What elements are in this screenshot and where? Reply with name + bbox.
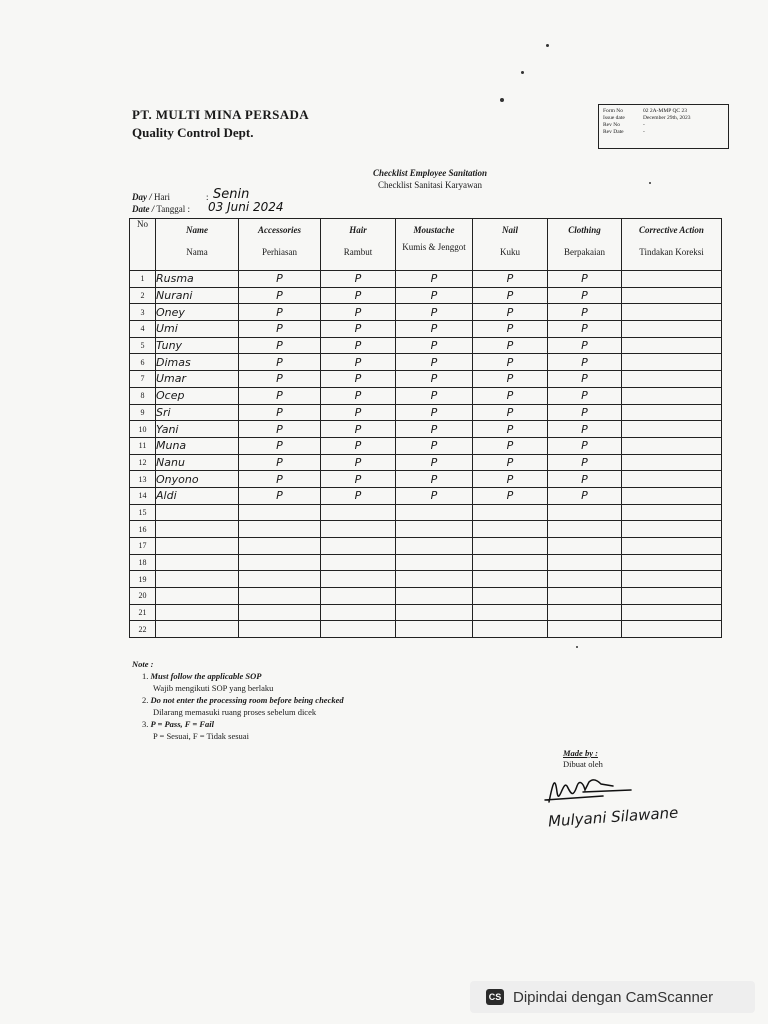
clothing-check-cell [548,504,622,521]
hair-check-cell [321,604,396,621]
company-name: PT. MULTI MINA PERSADA [132,107,310,122]
column-header-en: Nail [501,225,518,235]
nail-check-cell [473,521,548,538]
moustache-check-cell: P [396,271,473,288]
note-item [132,670,344,694]
row-number-cell: 8 [130,387,156,404]
employee-name-cell: Umi [156,321,239,338]
nail-check-cell: P [473,304,548,321]
column-header-en: Moustache [413,225,455,235]
corrective-action-cell [622,521,722,538]
table-row [130,404,722,421]
hair-check-cell [321,621,396,638]
table-row [130,271,722,288]
hair-check-cell: P [321,487,396,504]
corrective-action-cell [622,454,722,471]
row-number-cell: 9 [130,404,156,421]
note-indonesian: P = Sesuai, F = Tidak sesuai [153,731,249,741]
moustache-check-cell [396,621,473,638]
table-header-row [130,219,722,271]
row-number-cell: 6 [130,354,156,371]
moustache-check-cell [396,504,473,521]
corrective-action-cell [622,487,722,504]
scan-speck [546,44,549,47]
clothing-check-cell: P [548,487,622,504]
hair-check-cell: P [321,271,396,288]
row-number-cell: 4 [130,321,156,338]
moustache-check-cell [396,604,473,621]
hair-check-cell: P [321,437,396,454]
moustache-check-cell [396,521,473,538]
day-label [132,191,209,203]
corrective-action-cell [622,554,722,571]
clothing-check-cell [548,604,622,621]
clothing-check-cell [548,554,622,571]
corrective-action-cell [622,421,722,438]
table-row [130,571,722,588]
form-info-key: Issue date [603,115,625,121]
made-by-label-en: Made by : [563,748,598,758]
nail-check-cell: P [473,454,548,471]
camscanner-text: Dipindai dengan CamScanner [513,988,714,1006]
moustache-check-cell: P [396,321,473,338]
clothing-check-cell [548,571,622,588]
moustache-check-cell [396,554,473,571]
employee-name-cell: Oney [156,304,239,321]
date-label [132,203,209,215]
clothing-check-cell: P [548,304,622,321]
nail-check-cell [473,588,548,605]
accessories-check-cell [239,504,321,521]
accessories-check-cell: P [239,487,321,504]
form-info-value: 02 2A-MMP QC 23 [643,108,687,114]
column-header-id: Perhiasan [262,247,297,257]
row-number-cell: 15 [130,504,156,521]
clothing-check-cell: P [548,354,622,371]
form-info-row [603,115,724,122]
accessories-check-cell: P [239,404,321,421]
column-header-id: Tindakan Koreksi [639,247,704,257]
corrective-action-cell [622,304,722,321]
corrective-action-cell [622,571,722,588]
day-value: Senin [213,187,250,202]
employee-name-cell [156,521,239,538]
hair-check-cell [321,538,396,555]
table-row [130,371,722,388]
column-header-en: Hair [349,225,367,235]
clothing-check-cell: P [548,437,622,454]
row-number-cell: 21 [130,604,156,621]
date-value: 03 Juni 2024 [208,200,284,214]
row-number-cell: 10 [130,421,156,438]
clothing-check-cell: P [548,271,622,288]
column-header-hair [321,219,396,271]
corrective-action-cell [622,337,722,354]
table-row [130,304,722,321]
corrective-action-cell [622,604,722,621]
column-header-moustache [396,219,473,271]
corrective-action-cell [622,621,722,638]
nail-check-cell: P [473,471,548,488]
moustache-check-cell: P [396,287,473,304]
employee-name-cell: Yani [156,421,239,438]
nail-check-cell: P [473,421,548,438]
camscanner-watermark [470,981,755,1013]
employee-name-cell: Ocep [156,387,239,404]
accessories-check-cell [239,571,321,588]
form-info-value: - [643,122,645,128]
nail-check-cell [473,571,548,588]
accessories-check-cell [239,538,321,555]
day-label-en: Day / [132,192,152,202]
moustache-check-cell: P [396,387,473,404]
table-row [130,354,722,371]
moustache-check-cell [396,571,473,588]
column-header-accessories [239,219,321,271]
nail-check-cell: P [473,271,548,288]
clothing-check-cell: P [548,387,622,404]
accessories-check-cell [239,521,321,538]
moustache-check-cell: P [396,404,473,421]
column-header-name [156,219,239,271]
title-indonesian: Checklist Sanitasi Karyawan [378,180,482,190]
table-row [130,421,722,438]
clothing-check-cell [548,521,622,538]
table-row [130,504,722,521]
row-number-cell: 1 [130,271,156,288]
column-header-corrective-action [622,219,722,271]
corrective-action-cell [622,371,722,388]
table-row [130,337,722,354]
table-row [130,588,722,605]
moustache-check-cell [396,588,473,605]
scan-speck [521,71,524,74]
row-number-cell: 19 [130,571,156,588]
moustache-check-cell [396,538,473,555]
nail-check-cell: P [473,404,548,421]
hair-check-cell: P [321,404,396,421]
title-english: Checklist Employee Sanitation [372,168,487,178]
hair-check-cell: P [321,304,396,321]
clothing-check-cell [548,588,622,605]
clothing-check-cell: P [548,471,622,488]
hair-check-cell [321,521,396,538]
table-row [130,487,722,504]
made-by-block [563,748,603,770]
column-header-clothing [548,219,622,271]
signatory-name: Mulyani Silawane [547,803,679,831]
clothing-check-cell [548,538,622,555]
hair-check-cell: P [321,354,396,371]
accessories-check-cell: P [239,437,321,454]
signature-mark [543,772,633,812]
moustache-check-cell: P [396,304,473,321]
hair-check-cell: P [321,387,396,404]
corrective-action-cell [622,387,722,404]
corrective-action-cell [622,471,722,488]
employee-name-cell: Onyono [156,471,239,488]
hair-check-cell [321,504,396,521]
camscanner-logo-icon: CS [486,989,504,1005]
employee-name-cell: Tuny [156,337,239,354]
note-english: P = Pass, F = Fail [150,719,215,729]
column-header-en: Clothing [568,225,601,235]
moustache-check-cell: P [396,337,473,354]
corrective-action-cell [622,354,722,371]
table-row [130,604,722,621]
form-info-key: Rev No [603,122,620,128]
day-colon: : [206,192,209,202]
form-info-box [598,104,729,149]
corrective-action-cell [622,437,722,454]
row-number-cell: 16 [130,521,156,538]
date-label-en: Date / [132,204,155,214]
nail-check-cell: P [473,487,548,504]
employee-name-cell [156,588,239,605]
document-title [330,167,530,191]
note-indonesian: Dilarang memasuki ruang proses sebelum dicek [153,707,317,717]
table-row [130,521,722,538]
hair-check-cell: P [321,471,396,488]
employee-name-cell [156,504,239,521]
hair-check-cell [321,571,396,588]
hair-check-cell [321,554,396,571]
note-item [132,718,344,742]
column-header-en: Accessories [258,225,301,235]
scan-speck [500,98,504,102]
row-number-cell: 12 [130,454,156,471]
accessories-check-cell: P [239,387,321,404]
accessories-check-cell: P [239,471,321,488]
table-row [130,621,722,638]
corrective-action-cell [622,404,722,421]
corrective-action-cell [622,538,722,555]
made-by-label-id: Dibuat oleh [563,759,603,769]
moustache-check-cell: P [396,371,473,388]
department-name: Quality Control Dept. [132,125,254,140]
nail-check-cell [473,621,548,638]
column-header-en: Name [186,225,208,235]
clothing-check-cell: P [548,404,622,421]
hair-check-cell: P [321,371,396,388]
clothing-check-cell: P [548,321,622,338]
hair-check-cell [321,588,396,605]
column-header-id: Rambut [343,247,373,257]
scan-speck [576,646,578,648]
form-info-value: December 29th, 2023 [643,115,691,121]
note-number: 3. [142,719,149,729]
accessories-check-cell: P [239,287,321,304]
employee-name-cell: Rusma [156,271,239,288]
row-number-cell: 7 [130,371,156,388]
employee-name-cell [156,554,239,571]
accessories-check-cell: P [239,354,321,371]
row-number-cell: 13 [130,471,156,488]
note-indonesian: Wajib mengikuti SOP yang berlaku [153,683,274,693]
column-header-id: Berpakaian [564,247,605,257]
clothing-check-cell [548,621,622,638]
table-row [130,471,722,488]
notes-section [132,658,344,742]
scan-speck [649,182,651,184]
table-row [130,387,722,404]
table-row [130,454,722,471]
clothing-check-cell: P [548,337,622,354]
notes-heading: Note : [132,659,154,669]
hair-check-cell: P [321,337,396,354]
nail-check-cell: P [473,371,548,388]
hair-check-cell: P [321,454,396,471]
day-date-block [132,191,209,215]
form-info-row [603,108,724,115]
accessories-check-cell [239,554,321,571]
note-english: Do not enter the processing room before being checked [150,695,344,705]
row-number-cell: 14 [130,487,156,504]
employee-name-cell: Sri [156,404,239,421]
corrective-action-cell [622,321,722,338]
row-number-cell: 20 [130,588,156,605]
employee-name-cell: Muna [156,437,239,454]
nail-check-cell: P [473,354,548,371]
moustache-check-cell: P [396,454,473,471]
table-row [130,538,722,555]
employee-name-cell: Aldi [156,487,239,504]
column-header-no [130,219,156,271]
form-info-key: Form No [603,108,624,114]
row-number-cell: 17 [130,538,156,555]
nail-check-cell: P [473,387,548,404]
employee-name-cell: Umar [156,371,239,388]
day-label-id: Hari [154,192,170,202]
hair-check-cell: P [321,321,396,338]
row-number-cell: 22 [130,621,156,638]
checklist-table [129,218,722,638]
accessories-check-cell [239,588,321,605]
row-number-cell: 5 [130,337,156,354]
nail-check-cell [473,604,548,621]
row-number-cell: 3 [130,304,156,321]
hair-check-cell: P [321,287,396,304]
clothing-check-cell: P [548,421,622,438]
column-header-id: Kuku [500,247,520,257]
column-header-id: Kumis & Jenggot [402,242,466,252]
form-info-row [603,122,724,129]
column-header-nail [473,219,548,271]
table-row [130,287,722,304]
employee-name-cell: Nanu [156,454,239,471]
accessories-check-cell: P [239,371,321,388]
employee-name-cell [156,604,239,621]
accessories-check-cell: P [239,421,321,438]
nail-check-cell: P [473,337,548,354]
column-header-id: Nama [186,247,208,257]
corrective-action-cell [622,504,722,521]
employee-name-cell: Nurani [156,287,239,304]
row-number-cell: 2 [130,287,156,304]
corrective-action-cell [622,588,722,605]
form-info-value: - [643,129,645,135]
clothing-check-cell: P [548,371,622,388]
table-row [130,321,722,338]
employee-name-cell [156,538,239,555]
hair-check-cell: P [321,421,396,438]
moustache-check-cell: P [396,421,473,438]
company-header [132,106,309,142]
moustache-check-cell: P [396,354,473,371]
accessories-check-cell: P [239,337,321,354]
accessories-check-cell [239,621,321,638]
date-label-id: Tanggal : [156,204,190,214]
nail-check-cell [473,538,548,555]
employee-name-cell [156,571,239,588]
note-number: 2. [142,695,149,705]
moustache-check-cell: P [396,437,473,454]
corrective-action-cell [622,287,722,304]
accessories-check-cell: P [239,321,321,338]
note-english: Must follow the applicable SOP [150,671,262,681]
form-info-row [603,129,724,136]
accessories-check-cell [239,604,321,621]
table-row [130,554,722,571]
table-body [130,271,722,638]
corrective-action-cell [622,271,722,288]
accessories-check-cell: P [239,271,321,288]
accessories-check-cell: P [239,454,321,471]
nail-check-cell [473,554,548,571]
moustache-check-cell: P [396,471,473,488]
nail-check-cell: P [473,287,548,304]
moustache-check-cell: P [396,487,473,504]
form-info-key: Rev Date [603,129,624,135]
nail-check-cell: P [473,321,548,338]
accessories-check-cell: P [239,304,321,321]
column-header-en: Corrective Action [639,225,704,235]
row-number-cell: 18 [130,554,156,571]
note-number: 1. [142,671,149,681]
nail-check-cell: P [473,437,548,454]
clothing-check-cell: P [548,287,622,304]
nail-check-cell [473,504,548,521]
column-header-label: No [137,219,148,229]
clothing-check-cell: P [548,454,622,471]
row-number-cell: 11 [130,437,156,454]
table-row [130,437,722,454]
employee-name-cell [156,621,239,638]
employee-name-cell: Dimas [156,354,239,371]
note-item [132,694,344,718]
